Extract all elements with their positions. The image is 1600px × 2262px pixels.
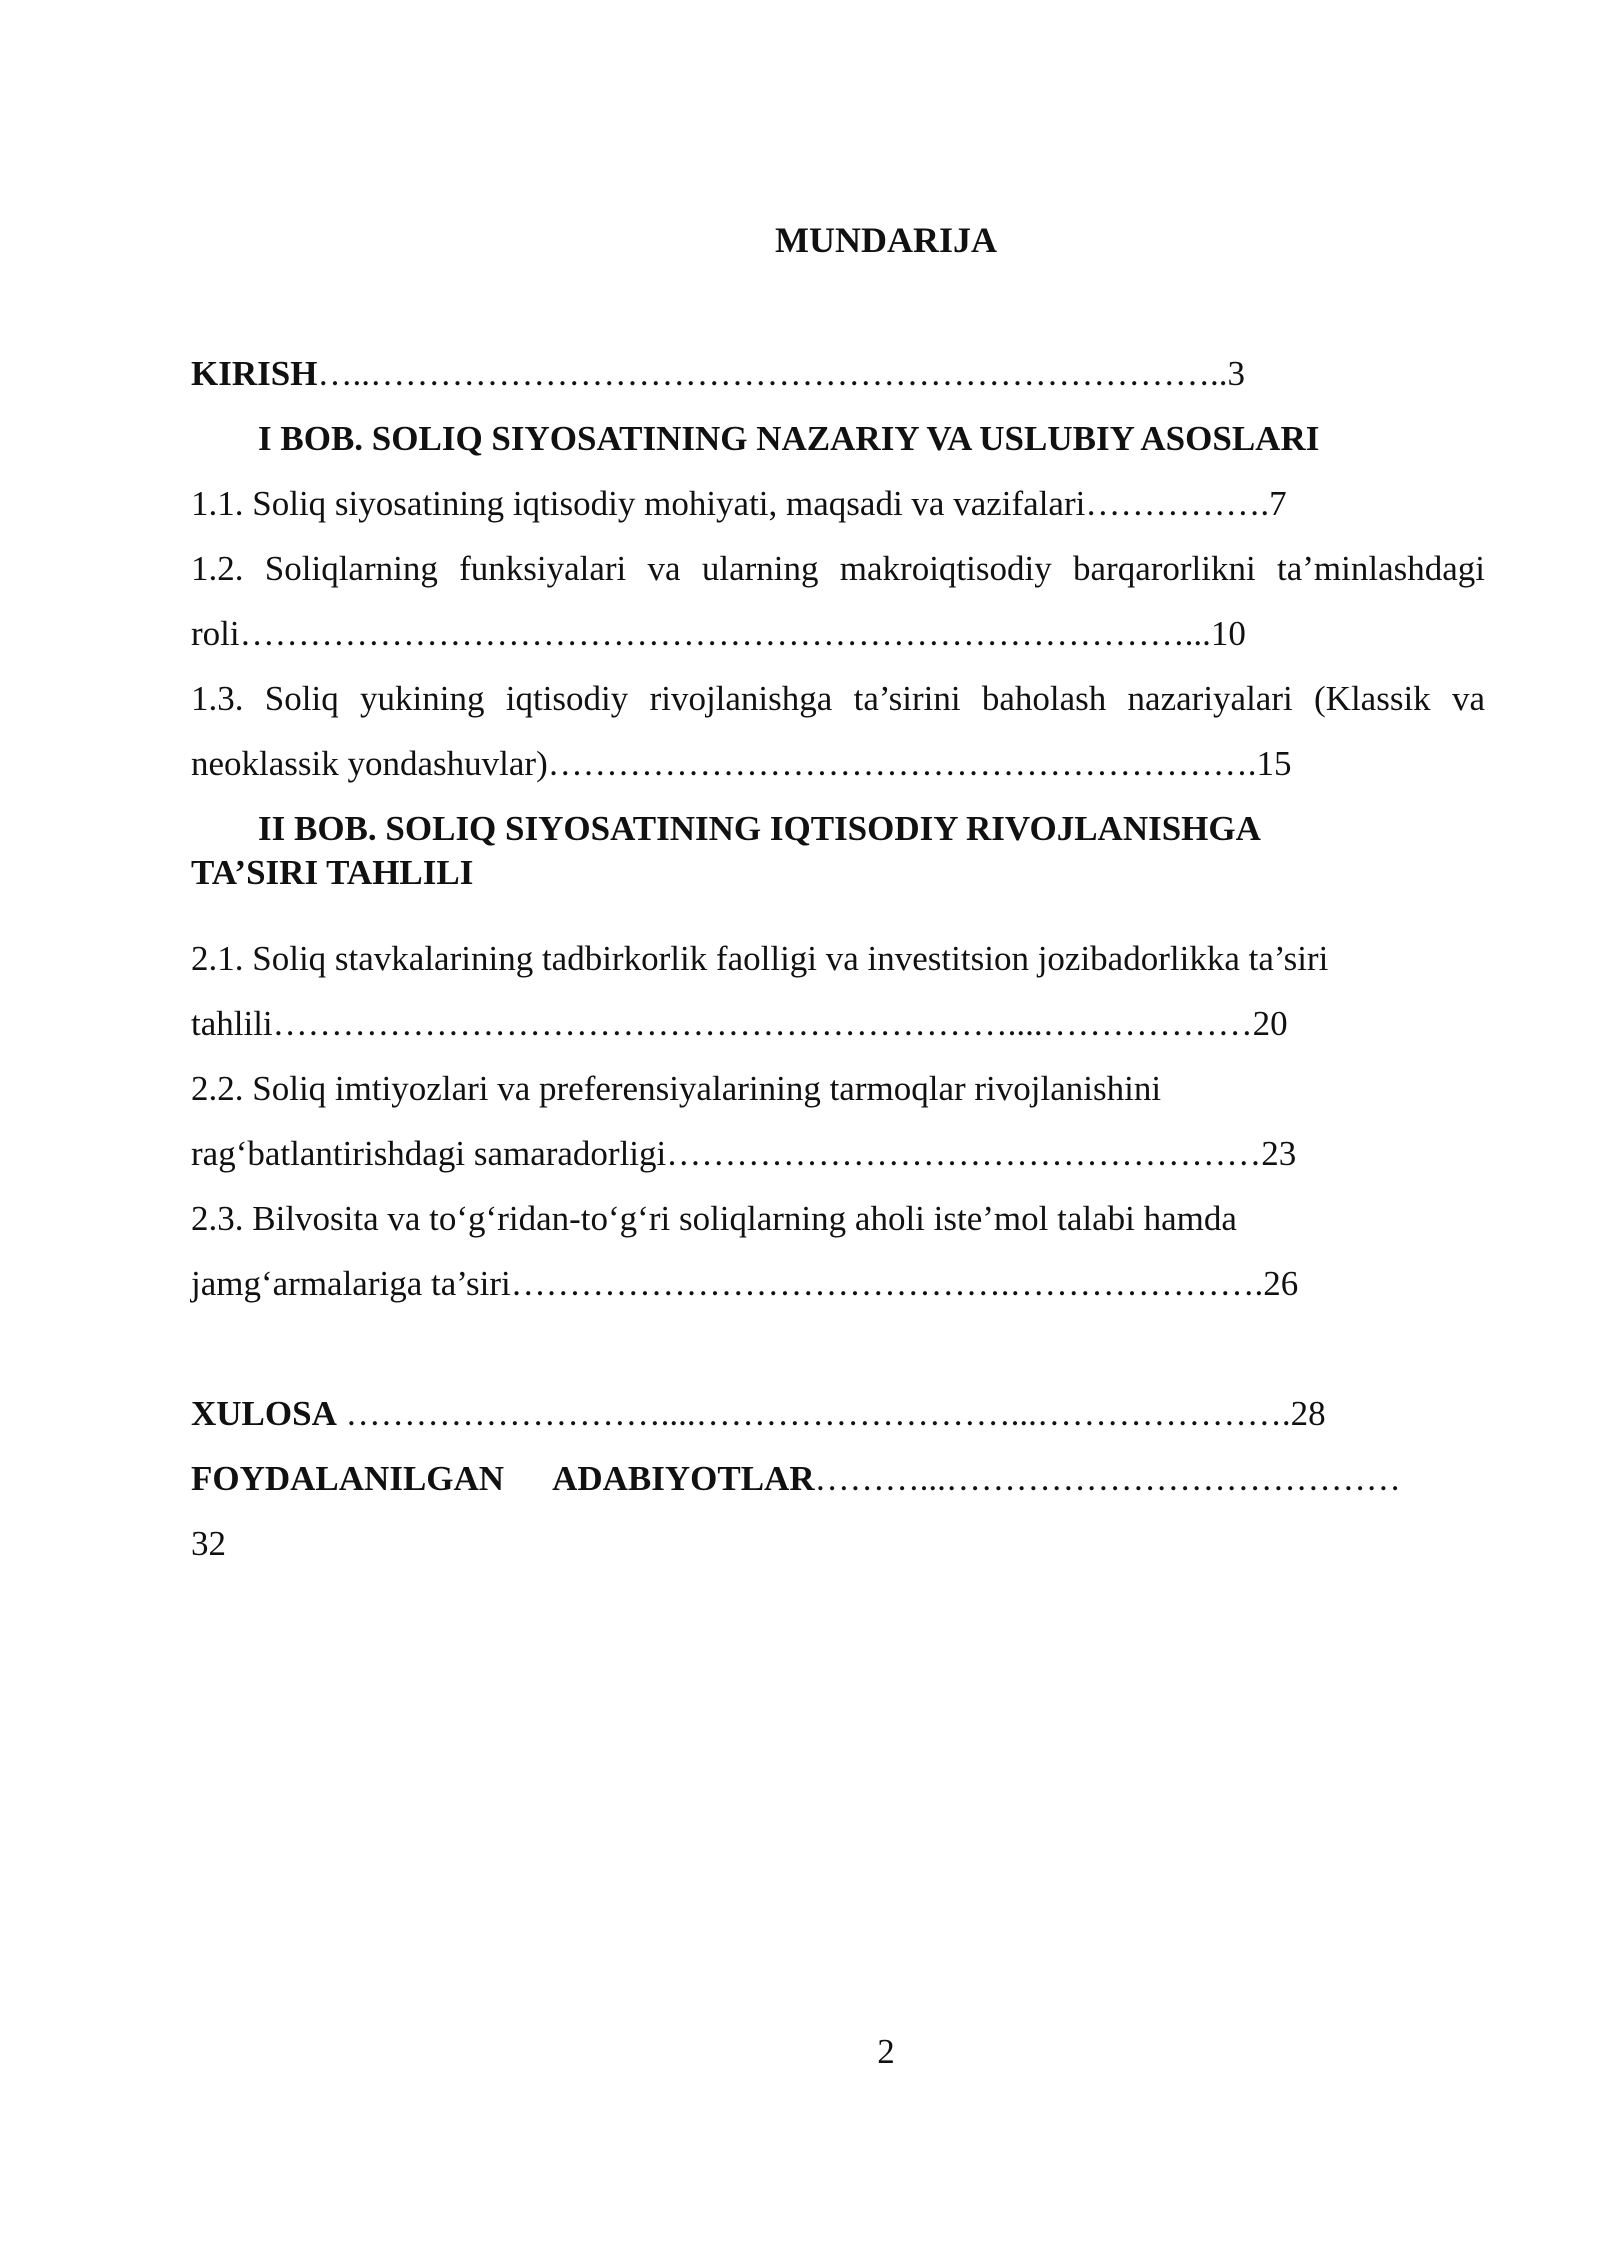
toc-page-number: 28 — [1290, 1394, 1326, 1433]
footer-page-number: 2 — [877, 2032, 895, 2071]
toc-entry-label: 1.1. Soliq siyosatining iqtisodiy mohiyati, maqsadi va vazifalari — [191, 484, 1086, 523]
toc-leader: ………...………………………………… — [814, 1459, 1401, 1498]
toc-entry-2-1: 2.1. Soliq stavkalarining tadbirkorlik faolligi va investitsion jozibadorlikka ta’siri — [191, 939, 1329, 978]
toc-entry-2-3-continued — [191, 1262, 1298, 1306]
toc-page-number: 23 — [1261, 1134, 1297, 1173]
toc-entry-1-3-continued — [191, 742, 1291, 786]
toc-entry-1-3: 1.3. Soliq yukining iqtisodiy rivojlanishga ta’sirini baholash nazariyalari (Klassik va — [191, 679, 1485, 718]
toc-leader: ………………………....………………………...…………………. — [336, 1394, 1291, 1433]
toc-chapter-1: I BOB. SOLIQ SIYOSATINING NAZARIY VA USLUBIY ASOSLARI — [258, 419, 1320, 458]
toc-entry-label: KIRISH — [191, 354, 318, 393]
toc-entry-1-2: 1.2. Soliqlarning funksiyalari va ularning makroiqtisodiy barqarorlikni ta’minlashdagi — [191, 549, 1485, 588]
toc-entry-label: rag‘batlantirishdagi samaradorligi — [191, 1134, 667, 1173]
toc-entry-kirish — [191, 352, 1245, 396]
toc-page-number: 15 — [1256, 744, 1292, 783]
toc-leader: …………………………………………… — [666, 1134, 1262, 1173]
toc-leader: …..……………………………………………………………….. — [317, 354, 1228, 393]
toc-page-number: 10 — [1210, 614, 1246, 653]
toc-entry-2-2-continued — [191, 1132, 1296, 1176]
toc-entry-label: neoklassik yondashuvlar) — [191, 744, 548, 783]
toc-leader: ………………………………………………………………………... — [239, 614, 1211, 653]
toc-entry-xulosa — [191, 1392, 1326, 1436]
toc-entry-label: roli — [191, 614, 240, 653]
toc-entry-label: XULOSA — [191, 1394, 337, 1433]
toc-entry-label: jamg‘armalariga ta’siri — [191, 1264, 511, 1303]
toc-entry-label-second-word: ADABIYOTLAR — [552, 1459, 815, 1498]
toc-page-number: 7 — [1269, 484, 1287, 523]
toc-page-number: 26 — [1263, 1264, 1299, 1303]
toc-entry-label: tahlili — [191, 1004, 273, 1043]
toc-entry-1-1 — [191, 482, 1287, 526]
toc-entry-label: FOYDALANILGAN — [191, 1459, 505, 1498]
toc-leader: ……………. — [1085, 484, 1270, 523]
toc-chapter-2: II BOB. SOLIQ SIYOSATINING IQTISODIY RIVOJLANISHGA — [258, 809, 1261, 848]
toc-entry-2-2: 2.2. Soliq imtiyozlari va preferensiyalarining tarmoqlar rivojlanishini — [191, 1069, 1162, 1108]
toc-chapter-2-continued: TA’SIRI TAHLILI — [191, 853, 474, 892]
toc-leader: ……………………………………………………. — [547, 744, 1257, 783]
toc-page-number: 3 — [1227, 354, 1245, 393]
page-title: MUNDARIJA — [775, 220, 997, 260]
toc-page-number: 20 — [1252, 1004, 1288, 1043]
toc-entry-references — [191, 1457, 1401, 1501]
toc-entry-references-page: 32 — [191, 1524, 226, 1563]
toc-leader: …………………………………….…………………. — [510, 1264, 1264, 1303]
toc-entry-2-1-continued — [191, 1002, 1288, 1046]
toc-leader: ………………………………………………………....……………… — [272, 1004, 1253, 1043]
toc-entry-1-2-continued — [191, 612, 1246, 656]
toc-entry-2-3: 2.3. Bilvosita va to‘g‘ridan-to‘g‘ri soliqlarning aholi iste’mol talabi hamda — [191, 1199, 1237, 1238]
